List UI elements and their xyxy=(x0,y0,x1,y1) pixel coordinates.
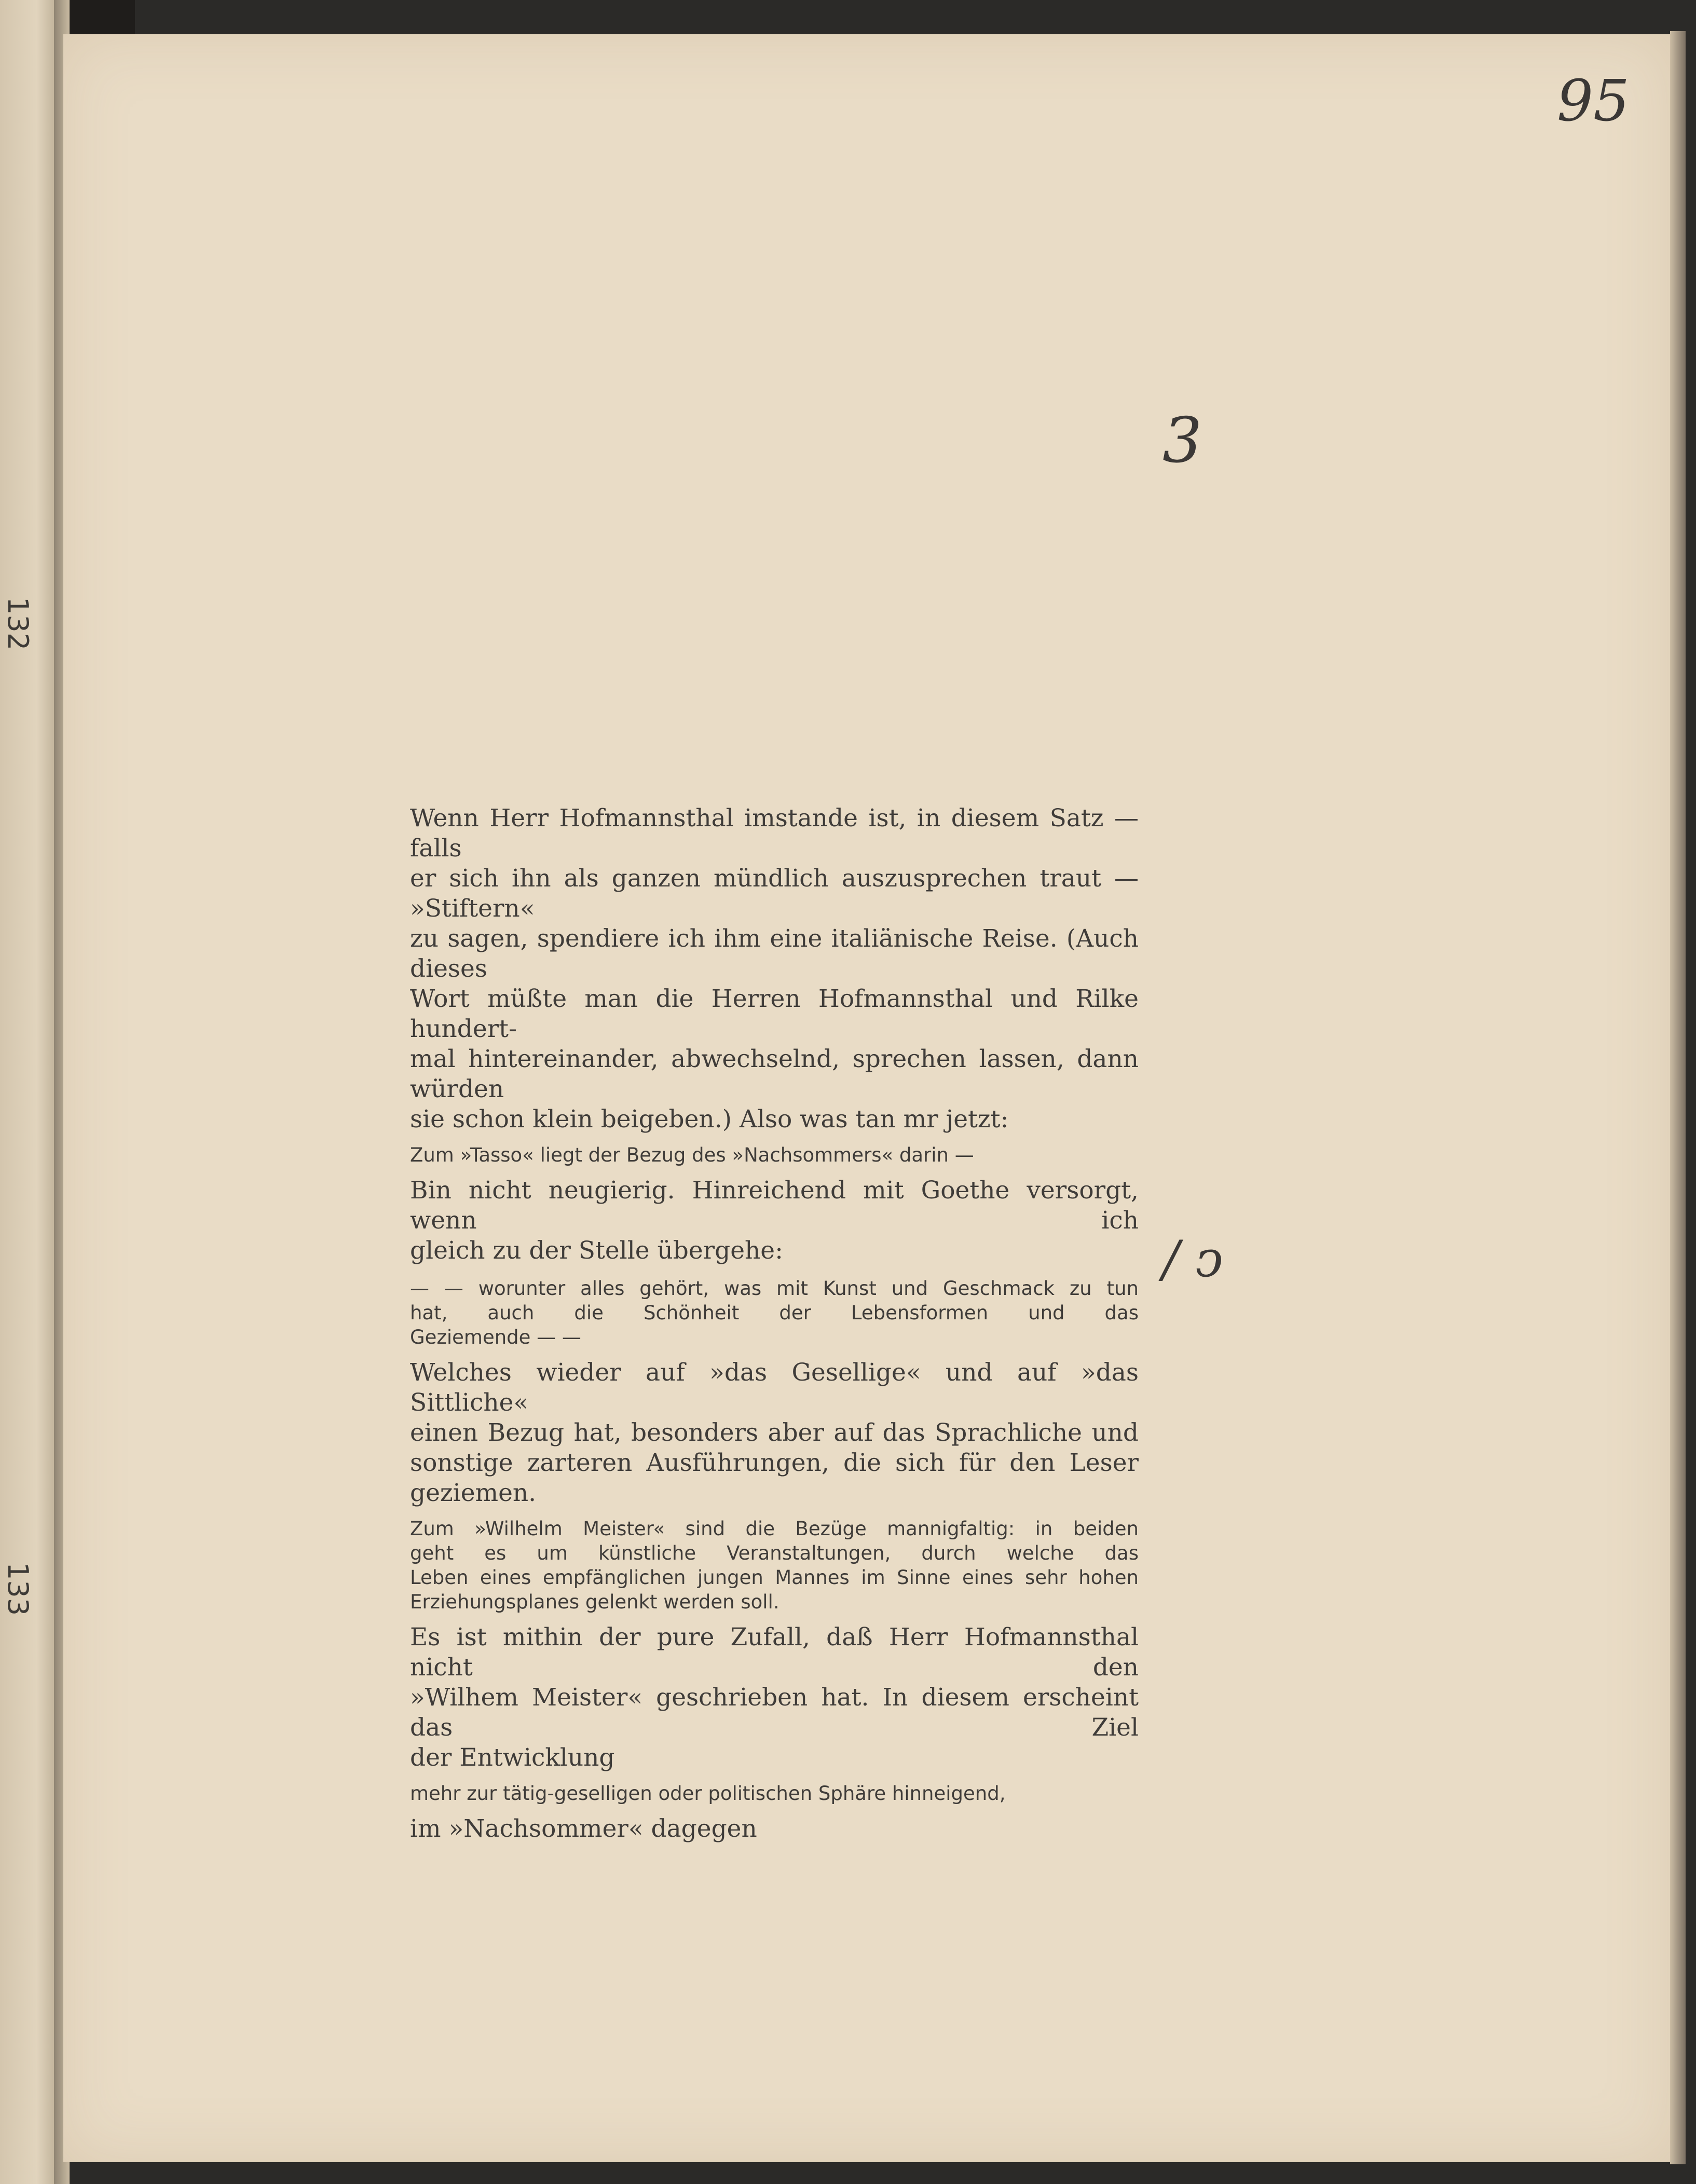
text-line: »Wilhem Meister« geschrieben hat. In diesem erscheint das Ziel xyxy=(410,1683,1139,1742)
text-line: Wenn Herr Hofmannsthal imstande ist, in diesem Satz — falls xyxy=(410,804,1139,863)
text-line: Geziemende — — xyxy=(410,1326,581,1348)
paragraph-1 xyxy=(410,803,1139,1135)
text-line: — — worunter alles gehört, was mit Kunst und Geschmack zu tun xyxy=(410,1277,1139,1300)
quote-1: Zum »Tasso« liegt der Bezug des »Nachsommers« darin — xyxy=(410,1144,974,1166)
text-line: Erziehungsplanes gelenkt werden soll. xyxy=(410,1591,779,1613)
text-line: hat, auch die Schönheit der Lebensformen und das xyxy=(410,1302,1139,1324)
text-line: geht es um künstliche Veranstaltungen, durch welche das xyxy=(410,1542,1139,1564)
left-page-edge xyxy=(0,0,61,2184)
margin-note: / ↄ xyxy=(1162,1230,1223,1288)
text-line: Zum »Wilhelm Meister« sind die Bezüge mannigfaltig: in beiden xyxy=(410,1518,1139,1540)
text-line: gleich zu der Stelle übergehe: xyxy=(410,1236,783,1265)
paragraph-2 xyxy=(410,1176,1139,1266)
left-page-number: 133 xyxy=(2,1562,34,1616)
text-line: sonstige zarteren Ausführungen, die sich für den Leser geziemen. xyxy=(410,1449,1139,1507)
quote-4: mehr zur tätig-geselligen oder politischen Sphäre hinneigend, xyxy=(410,1782,1006,1805)
text-line: der Entwicklung xyxy=(410,1743,615,1772)
left-page-number: 132 xyxy=(2,597,34,651)
text-line: Wort müßte man die Herren Hofmannsthal und Rilke hundert- xyxy=(410,985,1139,1043)
folio-number: 95 xyxy=(1557,67,1630,134)
text-line: Bin nicht neugierig. Hinreichend mit Goethe versorgt, wenn ich xyxy=(410,1176,1139,1235)
section-mark: 3 xyxy=(1162,405,1202,477)
text-line: mal hintereinander, abwechselnd, sprechen lassen, dann würden xyxy=(410,1045,1139,1103)
body-text xyxy=(410,803,1139,1844)
text-line: zu sagen, spendiere ich ihm eine italiänische Reise. (Auch dieses xyxy=(410,924,1139,983)
paragraph-3 xyxy=(410,1358,1139,1508)
paragraph-4 xyxy=(410,1622,1139,1773)
text-line: Es ist mithin der pure Zufall, daß Herr Hofmannsthal nicht den xyxy=(410,1623,1139,1682)
paragraph-5: im »Nachsommer« dagegen xyxy=(410,1814,757,1843)
quote-2 xyxy=(410,1276,1139,1349)
page-edge xyxy=(1670,31,1686,2164)
text-line: sie schon klein beigeben.) Also was tan mr jetzt: xyxy=(410,1105,1009,1134)
text-line: Leben eines empfänglichen jungen Mannes im Sinne eines sehr hohen xyxy=(410,1566,1139,1589)
text-line: einen Bezug hat, besonders aber auf das Sprachliche und xyxy=(410,1418,1139,1447)
text-line: Welches wieder auf »das Gesellige« und auf »das Sittliche« xyxy=(410,1358,1139,1417)
quote-3 xyxy=(410,1517,1139,1614)
text-line: er sich ihn als ganzen mündlich auszusprechen traut — »Stiftern« xyxy=(410,864,1139,923)
